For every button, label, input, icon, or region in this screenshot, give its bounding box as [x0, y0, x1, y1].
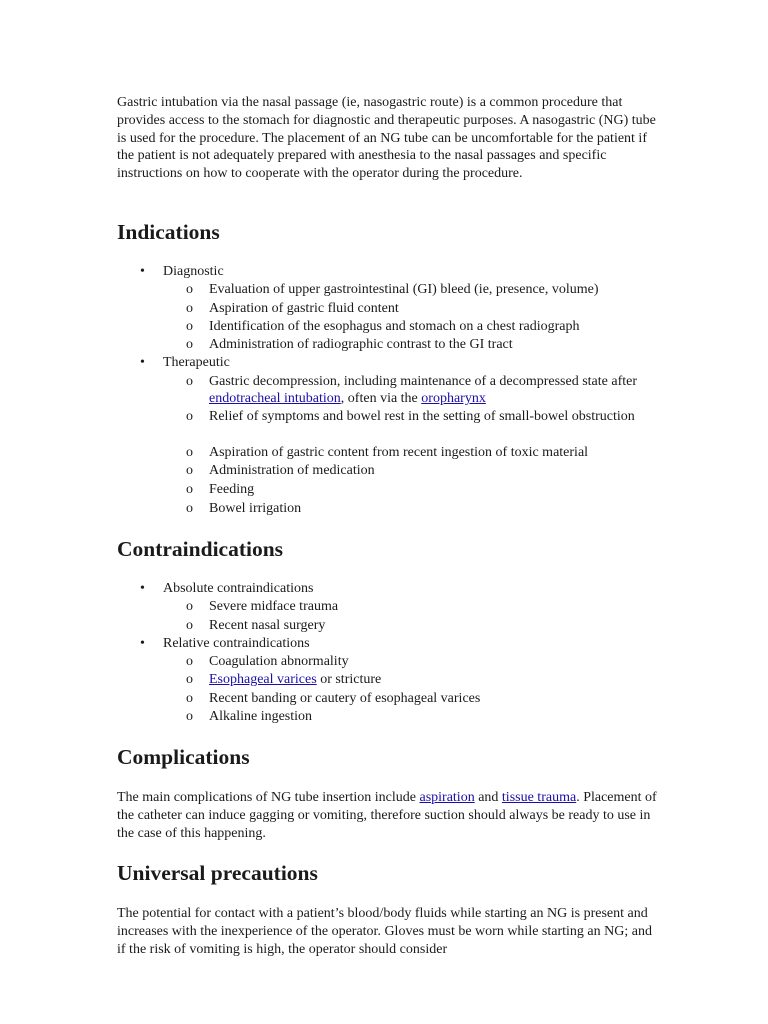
item-text: or stricture	[316, 672, 382, 687]
list-item: Coagulation abnormality	[209, 654, 349, 669]
sub-bullet: o	[186, 463, 193, 478]
precautions-paragraph: The potential for contact with a patient’s blood/body fluids while starting an NG is present and increases with the inexperience of the operator. Gloves must be worn while starting an NG; and if the risk of vomiting is high, the operator should consider	[117, 906, 652, 957]
sub-bullet: o	[186, 500, 193, 516]
sub-bullet: o	[186, 482, 193, 497]
list-item: Feeding	[209, 482, 255, 497]
list-item: Aspiration of gastric fluid content	[209, 300, 399, 316]
sub-bullet: o	[186, 319, 193, 334]
indications-heading: Indications	[117, 220, 220, 244]
sub-bullet: o	[186, 708, 193, 724]
item-text: , often via the	[340, 391, 422, 407]
list-item: Recent banding or cautery of esophageal varices	[209, 690, 481, 706]
list-item: Aspiration of gastric content from recent ingestion of toxic material	[209, 445, 589, 460]
complications-heading: Complications	[117, 745, 250, 769]
complications-paragraph	[117, 789, 657, 842]
list-item: Alkaline ingestion	[209, 708, 313, 724]
list-item: Evaluation of upper gastrointestinal (GI) bleed (ie, presence, volume)	[209, 282, 599, 297]
contraindications-heading: Contraindications	[117, 537, 284, 561]
sub-bullet: o	[186, 282, 193, 297]
intro-paragraph: Gastric intubation via the nasal passage (ie, nasogastric route) is a common procedure that provides access to the stomach for diagnostic and therapeutic purposes. A nasogastric (NG) tube is used for the procedure. The placement of an NG tube can be uncomfortable for the patient if the patient is not adequately prepared with anesthesia to the nasal passages and specific instructions on how to cooperate with the operator during the procedure.	[117, 95, 656, 182]
list-item-esophageal-varices	[209, 671, 654, 689]
list-item: Administration of radiographic contrast to the GI tract	[209, 337, 513, 352]
bullet: •	[140, 581, 145, 596]
para-text: The main complications of NG tube insertion include	[117, 790, 420, 805]
universal-precautions-heading: Universal precautions	[117, 861, 318, 885]
list-item: Bowel irrigation	[209, 500, 302, 516]
list-item-absolute: Absolute contraindications	[163, 581, 314, 596]
list-item: Severe midface trauma	[209, 599, 339, 614]
endotracheal-intubation-link[interactable]: endotracheal intubation	[209, 391, 341, 407]
aspiration-link[interactable]: aspiration	[419, 790, 475, 805]
sub-bullet: o	[186, 409, 193, 424]
sub-bullet: o	[186, 690, 193, 706]
sub-bullet: o	[186, 672, 193, 687]
para-text: . Placement of the catheter can induce gagging or vomiting, therefore suction should always be ready to use in the case of this happening.	[117, 790, 657, 841]
esophageal-varices-link[interactable]: Esophageal varices	[209, 672, 317, 687]
list-item-gastric-decompression	[209, 373, 654, 409]
oropharynx-link[interactable]: oropharynx	[421, 391, 486, 407]
sub-bullet: o	[186, 337, 193, 352]
bullet: •	[140, 355, 145, 370]
list-item: Recent nasal surgery	[209, 617, 326, 633]
sub-bullet: o	[186, 617, 193, 633]
tissue-trauma-link[interactable]: tissue trauma	[501, 790, 577, 805]
list-item-relative: Relative contraindications	[163, 635, 310, 651]
list-item: Administration of medication	[209, 463, 375, 478]
sub-bullet: o	[186, 654, 193, 669]
para-text: and	[474, 790, 502, 805]
sub-bullet: o	[186, 599, 193, 614]
bullet: •	[140, 635, 145, 651]
list-item-diagnostic: Diagnostic	[163, 264, 224, 279]
item-text: Gastric decompression, including maintenance of a decompressed state after	[209, 373, 638, 389]
sub-bullet: o	[186, 300, 193, 316]
list-item-therapeutic: Therapeutic	[163, 355, 230, 370]
sub-bullet: o	[186, 373, 193, 389]
list-item: Relief of symptoms and bowel rest in the setting of small-bowel obstruction	[209, 409, 635, 424]
bullet: •	[140, 264, 145, 279]
sub-bullet: o	[186, 445, 193, 460]
list-item: Identification of the esophagus and stomach on a chest radiograph	[209, 319, 580, 334]
